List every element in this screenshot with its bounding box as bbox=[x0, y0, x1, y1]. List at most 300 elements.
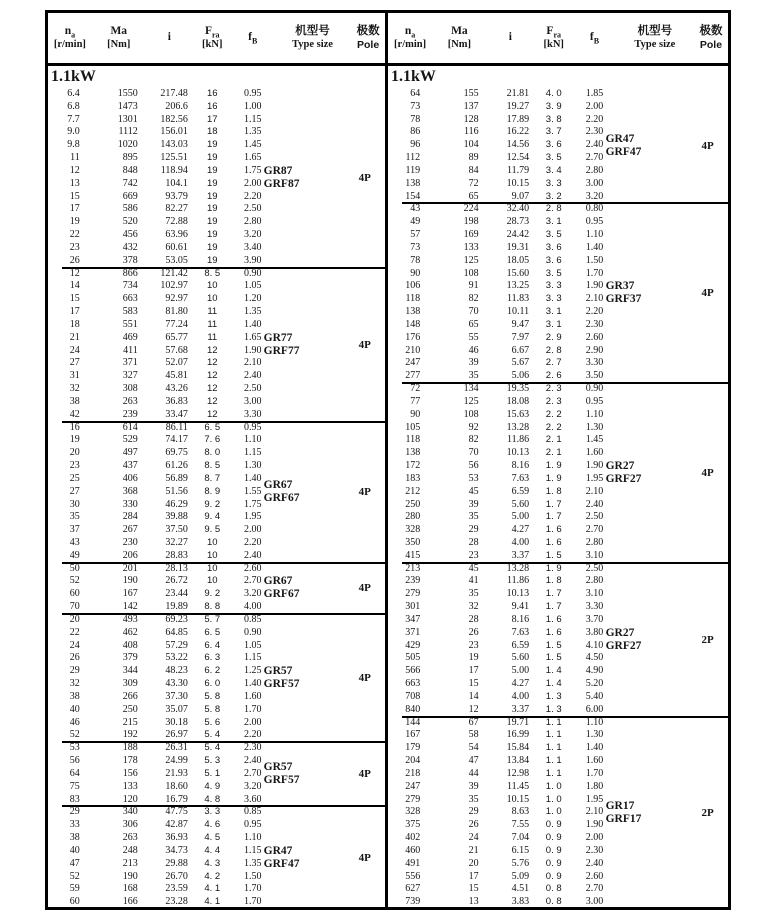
type-size-label: GR37 GRF37 bbox=[605, 280, 642, 306]
cell-service-factor-fb: 2.80 bbox=[585, 575, 604, 587]
cell-ratio-i: 217.48 bbox=[160, 88, 188, 99]
cell-torque-ma: 133 bbox=[122, 780, 138, 792]
cell-speed-na: 27 bbox=[69, 357, 80, 369]
cell-speed-na: 72 bbox=[410, 383, 421, 395]
pole-label: 4P bbox=[358, 171, 371, 184]
cell-service-factor-fb: 3.90 bbox=[243, 254, 262, 266]
cell-radial-force-fra: 6. 2 bbox=[204, 665, 221, 677]
cell-torque-ma: 19 bbox=[468, 652, 479, 664]
cell-radial-force-fra: 2. 1 bbox=[545, 447, 562, 459]
cell-torque-ma: 20 bbox=[468, 857, 479, 869]
cell-torque-ma: 17 bbox=[468, 665, 479, 677]
cell-ratio-i: 7.97 bbox=[511, 331, 530, 343]
cell-radial-force-fra: 0. 9 bbox=[545, 844, 562, 856]
cell-ratio-i: 10.13 bbox=[506, 588, 530, 600]
cell-service-factor-fb: 0.80 bbox=[585, 203, 604, 215]
cell-service-factor-fb: 3.20 bbox=[243, 229, 262, 241]
cell-radial-force-fra: 9. 4 bbox=[204, 511, 221, 523]
cell-ratio-i: 18.08 bbox=[506, 395, 530, 407]
cell-speed-na: 106 bbox=[405, 280, 421, 292]
cell-torque-ma: 406 bbox=[122, 472, 138, 484]
cell-service-factor-fb: 0.95 bbox=[243, 819, 262, 831]
table-row bbox=[48, 216, 385, 229]
table-row bbox=[48, 563, 385, 576]
cell-radial-force-fra: 1. 7 bbox=[545, 588, 562, 600]
cell-ratio-i: 86.11 bbox=[165, 421, 188, 433]
cell-speed-na: 167 bbox=[405, 729, 421, 741]
cell-radial-force-fra: 1. 3 bbox=[545, 690, 562, 702]
cell-speed-na: 35 bbox=[69, 511, 80, 523]
cell-service-factor-fb: 2.10 bbox=[585, 293, 604, 305]
table-row bbox=[388, 678, 728, 691]
cell-speed-na: 7.7 bbox=[67, 113, 80, 125]
cell-ratio-i: 36.83 bbox=[165, 395, 188, 407]
cell-service-factor-fb: 0.95 bbox=[243, 421, 262, 433]
cell-torque-ma: 614 bbox=[122, 421, 138, 433]
cell-torque-ma: 178 bbox=[122, 755, 138, 767]
cell-speed-na: 301 bbox=[405, 601, 421, 613]
cell-service-factor-fb: 1.10 bbox=[243, 832, 262, 844]
cell-radial-force-fra: 6. 0 bbox=[204, 678, 221, 690]
cell-torque-ma: 520 bbox=[122, 216, 138, 228]
cell-radial-force-fra: 2. 3 bbox=[545, 395, 562, 407]
cell-service-factor-fb: 2.00 bbox=[585, 100, 604, 112]
cell-speed-na: 30 bbox=[69, 498, 80, 510]
cell-torque-ma: 327 bbox=[122, 370, 138, 382]
type-size-label: GR77 GRF77 bbox=[263, 331, 300, 357]
table-row bbox=[388, 126, 728, 139]
cell-speed-na: 38 bbox=[69, 395, 80, 407]
cell-radial-force-fra: 5. 8 bbox=[204, 703, 221, 715]
cell-speed-na: 402 bbox=[405, 832, 421, 844]
cell-service-factor-fb: 2.00 bbox=[585, 832, 604, 844]
cell-service-factor-fb: 1.40 bbox=[243, 678, 262, 690]
cell-speed-na: 663 bbox=[405, 678, 421, 690]
cell-torque-ma: 551 bbox=[122, 318, 138, 330]
cell-speed-na: 53 bbox=[69, 742, 80, 754]
cell-ratio-i: 93.79 bbox=[165, 190, 188, 202]
cell-ratio-i: 5.60 bbox=[511, 498, 530, 510]
cell-radial-force-fra: 1. 7 bbox=[545, 601, 562, 613]
table-row bbox=[388, 858, 728, 871]
cell-service-factor-fb: 2.20 bbox=[243, 536, 262, 548]
cell-radial-force-fra: 16 bbox=[206, 88, 218, 99]
cell-speed-na: 32 bbox=[69, 678, 80, 690]
cell-ratio-i: 28.73 bbox=[506, 216, 530, 228]
table-row bbox=[48, 422, 385, 435]
cell-ratio-i: 64.85 bbox=[165, 626, 188, 638]
cell-speed-na: 50 bbox=[69, 562, 80, 574]
cell-speed-na: 218 bbox=[405, 767, 421, 779]
cell-torque-ma: 378 bbox=[122, 254, 138, 266]
cell-service-factor-fb: 1.50 bbox=[585, 254, 604, 266]
cell-radial-force-fra: 7. 6 bbox=[204, 434, 221, 446]
cell-ratio-i: 37.50 bbox=[165, 524, 188, 536]
cell-radial-force-fra: 1. 6 bbox=[545, 613, 562, 625]
table-row bbox=[48, 768, 385, 781]
cell-ratio-i: 5.76 bbox=[511, 857, 530, 869]
cell-speed-na: 60 bbox=[69, 588, 80, 600]
cell-radial-force-fra: 4. 2 bbox=[204, 870, 221, 882]
cell-service-factor-fb: 0.90 bbox=[243, 626, 262, 638]
column-header-speed: $n_a$ [r/min] bbox=[394, 24, 427, 51]
cell-torque-ma: 108 bbox=[463, 408, 479, 420]
cell-speed-na: 708 bbox=[405, 690, 421, 702]
cell-service-factor-fb: 0.95 bbox=[585, 216, 604, 228]
cell-radial-force-fra: 5. 4 bbox=[204, 729, 221, 741]
cell-ratio-i: 8.63 bbox=[511, 806, 530, 818]
column-header-ratio: i bbox=[167, 30, 171, 43]
table-row bbox=[48, 473, 385, 486]
cell-speed-na: 42 bbox=[69, 408, 80, 420]
cell-service-factor-fb: 2.20 bbox=[243, 190, 262, 202]
cell-torque-ma: 263 bbox=[122, 395, 138, 407]
table-row bbox=[388, 293, 728, 306]
type-size-label: GR57 GRF57 bbox=[263, 761, 300, 787]
cell-ratio-i: 53.05 bbox=[165, 254, 188, 266]
cell-service-factor-fb: 2.20 bbox=[243, 729, 262, 741]
cell-speed-na: 280 bbox=[405, 511, 421, 523]
cell-service-factor-fb: 2.10 bbox=[585, 806, 604, 818]
cell-radial-force-fra: 1. 8 bbox=[545, 485, 562, 497]
cell-service-factor-fb: 1.95 bbox=[243, 511, 262, 523]
table-row bbox=[388, 691, 728, 704]
table-row bbox=[388, 383, 728, 396]
cell-speed-na: 64 bbox=[410, 88, 421, 99]
cell-speed-na: 17 bbox=[69, 306, 80, 318]
cell-ratio-i: 23.59 bbox=[165, 883, 188, 895]
cell-torque-ma: 116 bbox=[463, 126, 479, 138]
cell-ratio-i: 24.42 bbox=[506, 229, 530, 241]
cell-radial-force-fra: 19 bbox=[206, 164, 218, 176]
cell-radial-force-fra: 1. 0 bbox=[545, 806, 562, 818]
cell-radial-force-fra: 0. 8 bbox=[545, 896, 562, 908]
cell-torque-ma: 65 bbox=[468, 318, 479, 330]
cell-radial-force-fra: 11 bbox=[207, 306, 218, 318]
cell-service-factor-fb: 1.70 bbox=[243, 703, 262, 715]
cell-ratio-i: 32.40 bbox=[506, 203, 530, 215]
table-row bbox=[48, 781, 385, 794]
cell-service-factor-fb: 1.10 bbox=[585, 716, 604, 728]
cell-speed-na: 15 bbox=[69, 190, 80, 202]
cell-torque-ma: 188 bbox=[122, 742, 138, 754]
cell-speed-na: 73 bbox=[410, 241, 421, 253]
cell-radial-force-fra: 12 bbox=[206, 408, 218, 420]
cell-service-factor-fb: 1.35 bbox=[243, 126, 262, 138]
cell-torque-ma: 895 bbox=[122, 152, 138, 164]
cell-ratio-i: 3.37 bbox=[511, 703, 530, 715]
cell-torque-ma: 133 bbox=[463, 241, 479, 253]
cell-speed-na: 19 bbox=[69, 216, 80, 228]
cell-ratio-i: 3.83 bbox=[511, 896, 530, 908]
table-row bbox=[48, 627, 385, 640]
cell-ratio-i: 37.30 bbox=[165, 690, 188, 702]
table-row bbox=[388, 242, 728, 255]
cell-ratio-i: 4.51 bbox=[511, 883, 530, 895]
cell-radial-force-fra: 3. 3 bbox=[545, 280, 562, 292]
cell-radial-force-fra: 5. 4 bbox=[204, 742, 221, 754]
cell-torque-ma: 408 bbox=[122, 639, 138, 651]
table-row bbox=[388, 101, 728, 114]
cell-ratio-i: 60.61 bbox=[165, 241, 188, 253]
cell-service-factor-fb: 1.35 bbox=[243, 306, 262, 318]
cell-speed-na: 32 bbox=[69, 383, 80, 395]
table-right-column bbox=[388, 66, 728, 907]
table-row bbox=[48, 229, 385, 242]
cell-service-factor-fb: 1.15 bbox=[243, 113, 262, 125]
cell-radial-force-fra: 1. 0 bbox=[545, 793, 562, 805]
cell-service-factor-fb: 1.00 bbox=[243, 100, 262, 112]
table-row bbox=[48, 691, 385, 704]
cell-ratio-i: 11.86 bbox=[507, 434, 530, 446]
cell-radial-force-fra: 5. 6 bbox=[204, 716, 221, 728]
gearmotor-rating-table bbox=[45, 10, 731, 910]
cell-service-factor-fb: 3.00 bbox=[585, 177, 604, 189]
pole-label: 4P bbox=[358, 768, 371, 781]
cell-torque-ma: 82 bbox=[468, 293, 479, 305]
cell-radial-force-fra: 3. 6 bbox=[545, 241, 562, 253]
cell-speed-na: 429 bbox=[405, 639, 421, 651]
cell-torque-ma: 35 bbox=[468, 511, 479, 523]
cell-torque-ma: 29 bbox=[468, 806, 479, 818]
cell-ratio-i: 4.00 bbox=[511, 690, 530, 702]
cell-ratio-i: 11.45 bbox=[507, 780, 530, 792]
cell-ratio-i: 8.16 bbox=[511, 613, 530, 625]
cell-service-factor-fb: 3.30 bbox=[585, 601, 604, 613]
cell-torque-ma: 167 bbox=[122, 588, 138, 600]
cell-service-factor-fb: 0.95 bbox=[243, 88, 262, 99]
cell-ratio-i: 118.94 bbox=[160, 164, 188, 176]
cell-torque-ma: 248 bbox=[122, 844, 138, 856]
cell-torque-ma: 45 bbox=[468, 562, 479, 574]
cell-ratio-i: 6.59 bbox=[511, 639, 530, 651]
cell-service-factor-fb: 2.00 bbox=[243, 524, 262, 536]
type-size-label: GR57 GRF57 bbox=[263, 665, 300, 691]
cell-speed-na: 23 bbox=[69, 241, 80, 253]
cell-ratio-i: 33.47 bbox=[165, 408, 188, 420]
cell-ratio-i: 12.54 bbox=[506, 152, 530, 164]
cell-torque-ma: 344 bbox=[122, 665, 138, 677]
cell-ratio-i: 10.11 bbox=[507, 306, 530, 318]
cell-speed-na: 22 bbox=[69, 229, 80, 241]
cell-speed-na: 38 bbox=[69, 832, 80, 844]
cell-torque-ma: 267 bbox=[122, 524, 138, 536]
rating-group bbox=[48, 88, 385, 268]
cell-service-factor-fb: 2.90 bbox=[585, 344, 604, 356]
cell-service-factor-fb: 1.95 bbox=[585, 793, 604, 805]
cell-torque-ma: 1473 bbox=[117, 100, 138, 112]
cell-radial-force-fra: 6. 4 bbox=[204, 639, 221, 651]
cell-speed-na: 148 bbox=[405, 318, 421, 330]
cell-ratio-i: 5.60 bbox=[511, 652, 530, 664]
cell-ratio-i: 57.29 bbox=[165, 639, 188, 651]
cell-ratio-i: 26.70 bbox=[165, 870, 188, 882]
table-row bbox=[388, 614, 728, 627]
cell-service-factor-fb: 2.20 bbox=[585, 113, 604, 125]
pole-label: 2P bbox=[701, 633, 714, 646]
cell-radial-force-fra: 5. 1 bbox=[204, 767, 221, 779]
cell-service-factor-fb: 1.90 bbox=[585, 280, 604, 292]
cell-service-factor-fb: 1.10 bbox=[585, 229, 604, 241]
cell-speed-na: 144 bbox=[405, 716, 421, 728]
cell-speed-na: 371 bbox=[405, 626, 421, 638]
cell-radial-force-fra: 0. 9 bbox=[545, 819, 562, 831]
cell-speed-na: 64 bbox=[69, 767, 80, 779]
column-header-radial-force: $F_{ra}$ [kN] bbox=[543, 24, 564, 51]
cell-radial-force-fra: 1. 1 bbox=[545, 716, 562, 728]
rating-group bbox=[388, 563, 728, 717]
cell-service-factor-fb: 1.70 bbox=[243, 883, 262, 895]
table-row bbox=[388, 332, 728, 345]
cell-ratio-i: 121.42 bbox=[160, 267, 188, 279]
cell-service-factor-fb: 1.35 bbox=[243, 857, 262, 869]
cell-radial-force-fra: 3. 1 bbox=[545, 318, 562, 330]
table-row bbox=[48, 755, 385, 768]
cell-speed-na: 86 bbox=[410, 126, 421, 138]
cell-radial-force-fra: 4. 9 bbox=[204, 780, 221, 792]
cell-service-factor-fb: 2.40 bbox=[585, 857, 604, 869]
cell-radial-force-fra: 3. 7 bbox=[545, 126, 562, 138]
column-header-pole: 极数 Pole bbox=[356, 25, 380, 51]
table-row bbox=[48, 742, 385, 755]
cell-torque-ma: 23 bbox=[468, 549, 479, 561]
table-row bbox=[48, 165, 385, 178]
cell-torque-ma: 215 bbox=[122, 716, 138, 728]
rating-group bbox=[48, 422, 385, 563]
column-header-speed: $n_a$ [r/min] bbox=[53, 24, 86, 51]
cell-ratio-i: 23.44 bbox=[165, 588, 188, 600]
cell-ratio-i: 63.96 bbox=[165, 229, 188, 241]
cell-radial-force-fra: 19 bbox=[206, 203, 218, 215]
cell-radial-force-fra: 1. 0 bbox=[545, 780, 562, 792]
cell-speed-na: 78 bbox=[410, 254, 421, 266]
cell-speed-na: 213 bbox=[405, 562, 421, 574]
cell-service-factor-fb: 1.85 bbox=[585, 88, 604, 99]
cell-ratio-i: 81.80 bbox=[165, 306, 188, 318]
cell-torque-ma: 190 bbox=[122, 575, 138, 587]
cell-radial-force-fra: 4. 1 bbox=[204, 896, 221, 908]
cell-ratio-i: 102.97 bbox=[160, 280, 188, 292]
table-row bbox=[48, 370, 385, 383]
cell-service-factor-fb: 5.40 bbox=[585, 690, 604, 702]
cell-service-factor-fb: 3.30 bbox=[243, 408, 262, 420]
cell-speed-na: 415 bbox=[405, 549, 421, 561]
table-row bbox=[48, 486, 385, 499]
cell-speed-na: 9.8 bbox=[67, 139, 80, 151]
cell-ratio-i: 24.99 bbox=[165, 755, 188, 767]
cell-speed-na: 118 bbox=[405, 293, 421, 305]
cell-service-factor-fb: 2.60 bbox=[243, 562, 262, 574]
cell-speed-na: 18 bbox=[69, 318, 80, 330]
table-body bbox=[48, 66, 728, 907]
cell-speed-na: 279 bbox=[405, 793, 421, 805]
rating-group bbox=[48, 268, 385, 422]
cell-speed-na: 154 bbox=[405, 190, 421, 202]
cell-ratio-i: 69.75 bbox=[165, 447, 188, 459]
cell-ratio-i: 72.88 bbox=[165, 216, 188, 228]
cell-torque-ma: 583 bbox=[122, 306, 138, 318]
cell-torque-ma: 70 bbox=[468, 306, 479, 318]
cell-radial-force-fra: 1. 5 bbox=[545, 652, 562, 664]
cell-torque-ma: 156 bbox=[122, 767, 138, 779]
cell-radial-force-fra: 0. 9 bbox=[545, 832, 562, 844]
column-header-ratio: i bbox=[508, 30, 512, 43]
cell-speed-na: 16 bbox=[69, 421, 80, 433]
cell-radial-force-fra: 8. 8 bbox=[204, 601, 221, 613]
cell-radial-force-fra: 19 bbox=[206, 190, 218, 202]
cell-service-factor-fb: 2.50 bbox=[585, 511, 604, 523]
table-row bbox=[48, 678, 385, 691]
cell-ratio-i: 5.67 bbox=[511, 357, 530, 369]
cell-service-factor-fb: 1.55 bbox=[243, 485, 262, 497]
cell-ratio-i: 26.97 bbox=[165, 729, 188, 741]
cell-torque-ma: 23 bbox=[468, 639, 479, 651]
table-row bbox=[48, 858, 385, 871]
cell-service-factor-fb: 2.30 bbox=[585, 126, 604, 138]
cell-speed-na: 250 bbox=[405, 498, 421, 510]
cell-torque-ma: 125 bbox=[463, 254, 479, 266]
table-row bbox=[388, 203, 728, 216]
cell-torque-ma: 12 bbox=[468, 703, 479, 715]
cell-service-factor-fb: 2.40 bbox=[243, 370, 262, 382]
type-size-label: GR27 GRF27 bbox=[605, 459, 642, 485]
cell-service-factor-fb: 2.70 bbox=[243, 767, 262, 779]
table-row bbox=[388, 640, 728, 653]
cell-speed-na: 31 bbox=[69, 370, 80, 382]
cell-speed-na: 77 bbox=[410, 395, 421, 407]
cell-radial-force-fra: 3. 1 bbox=[545, 306, 562, 318]
table-row bbox=[48, 319, 385, 332]
cell-service-factor-fb: 1.15 bbox=[243, 447, 262, 459]
cell-ratio-i: 26.31 bbox=[165, 742, 188, 754]
cell-radial-force-fra: 1. 7 bbox=[545, 511, 562, 523]
table-row bbox=[388, 178, 728, 191]
table-row bbox=[48, 460, 385, 473]
cell-service-factor-fb: 3.10 bbox=[585, 549, 604, 561]
cell-radial-force-fra: 4. 1 bbox=[204, 883, 221, 895]
cell-ratio-i: 29.88 bbox=[165, 857, 188, 869]
cell-torque-ma: 201 bbox=[122, 562, 138, 574]
cell-service-factor-fb: 5.20 bbox=[585, 678, 604, 690]
cell-torque-ma: 17 bbox=[468, 870, 479, 882]
table-row bbox=[48, 511, 385, 524]
cell-ratio-i: 13.28 bbox=[506, 562, 530, 574]
cell-service-factor-fb: 1.75 bbox=[243, 498, 262, 510]
cell-service-factor-fb: 2.40 bbox=[243, 755, 262, 767]
cell-torque-ma: 54 bbox=[468, 742, 479, 754]
table-row bbox=[48, 499, 385, 512]
table-row bbox=[48, 357, 385, 370]
cell-radial-force-fra: 19 bbox=[206, 254, 218, 266]
cell-ratio-i: 6.67 bbox=[511, 344, 530, 356]
cell-ratio-i: 6.59 bbox=[511, 485, 530, 497]
cell-ratio-i: 34.73 bbox=[165, 844, 188, 856]
cell-torque-ma: 166 bbox=[122, 896, 138, 908]
cell-service-factor-fb: 1.20 bbox=[243, 293, 262, 305]
rating-group bbox=[388, 203, 728, 383]
pole-label: 4P bbox=[358, 672, 371, 685]
cell-service-factor-fb: 4.10 bbox=[585, 639, 604, 651]
cell-ratio-i: 11.86 bbox=[507, 575, 530, 587]
cell-ratio-i: 77.24 bbox=[165, 318, 188, 330]
column-header-service-factor: $f_B$ bbox=[248, 30, 258, 46]
cell-ratio-i: 42.87 bbox=[165, 819, 188, 831]
table-row bbox=[48, 383, 385, 396]
cell-radial-force-fra: 8. 0 bbox=[204, 447, 221, 459]
cell-torque-ma: 56 bbox=[468, 460, 479, 472]
cell-radial-force-fra: 19 bbox=[206, 216, 218, 228]
cell-radial-force-fra: 12 bbox=[206, 344, 218, 356]
